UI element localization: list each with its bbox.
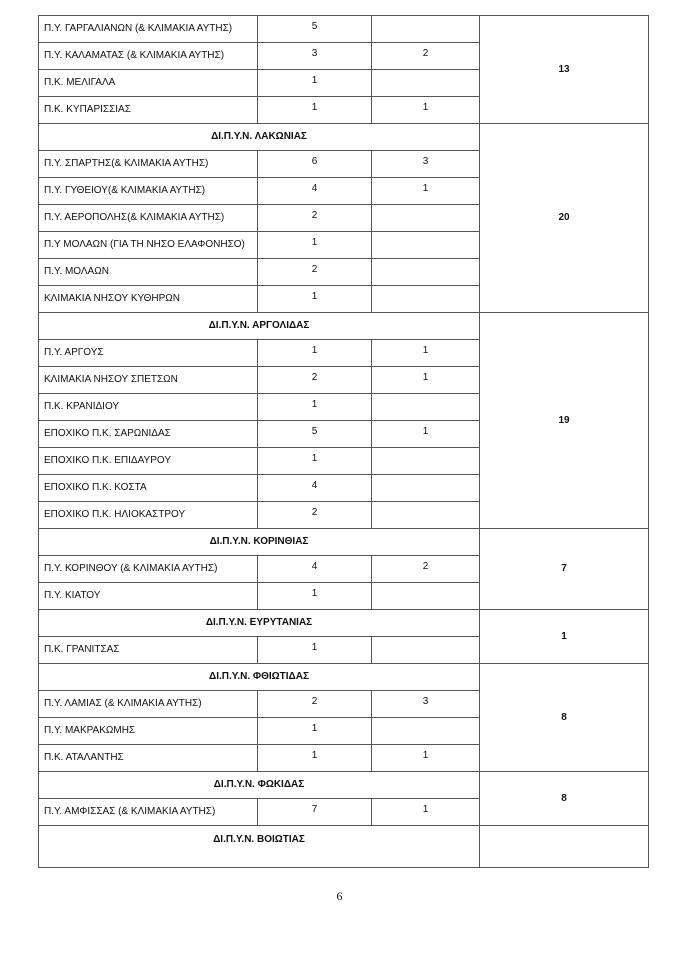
row-value-1: 1 — [258, 637, 372, 664]
row-value-1: 1 — [258, 583, 372, 610]
table-body — [39, 16, 649, 868]
section-header-row — [39, 313, 649, 340]
group-total: 8 — [480, 772, 649, 826]
row-value-2: 3 — [372, 151, 480, 178]
row-value-2 — [372, 205, 480, 232]
row-name: Π.Κ. ΓΡΑΝΙΤΣΑΣ — [39, 637, 258, 664]
row-name: Π.Υ. ΚΙΑΤΟΥ — [39, 583, 258, 610]
row-value-2 — [372, 448, 480, 475]
row-name: Π.Υ. ΚΟΡΙΝΘΟΥ (& ΚΛΙΜΑΚΙΑ ΑΥΤΗΣ) — [39, 556, 258, 583]
row-name: Π.Υ. ΑΕΡΟΠΟΛΗΣ(& ΚΛΙΜΑΚΙΑ ΑΥΤΗΣ) — [39, 205, 258, 232]
row-name: Π.Υ. ΓΑΡΓΑΛΙΑΝΩΝ (& ΚΛΙΜΑΚΙΑ ΑΥΤΗΣ) — [39, 16, 258, 43]
row-name: Π.Υ. ΚΑΛΑΜΑΤΑΣ (& ΚΛΙΜΑΚΙΑ ΑΥΤΗΣ) — [39, 43, 258, 70]
row-value-1: 1 — [258, 97, 372, 124]
row-name: Π.Υ. ΜΟΛΑΩΝ — [39, 259, 258, 286]
row-name: ΕΠΟΧΙΚΟ Π.Κ. ΚΟΣΤΑ — [39, 475, 258, 502]
row-name: Π.Κ. ΜΕΛΙΓΑΛΑ — [39, 70, 258, 97]
row-value-1: 1 — [258, 232, 372, 259]
row-value-2: 2 — [372, 556, 480, 583]
row-value-2 — [372, 718, 480, 745]
row-value-1: 2 — [258, 367, 372, 394]
group-total: 19 — [480, 313, 649, 529]
section-title: ΔΙ.Π.Υ.Ν. ΚΟΡΙΝΘΙΑΣ — [39, 529, 480, 556]
table-row — [39, 16, 649, 43]
section-header-row — [39, 826, 649, 868]
group-total: 13 — [480, 16, 649, 124]
group-total — [480, 826, 649, 868]
row-value-2: 3 — [372, 691, 480, 718]
row-value-2 — [372, 502, 480, 529]
group-total: 1 — [480, 610, 649, 664]
row-name: Π.Κ. ΚΡΑΝΙΔΙΟΥ — [39, 394, 258, 421]
row-value-1: 2 — [258, 691, 372, 718]
section-header-row — [39, 610, 649, 637]
row-value-1: 1 — [258, 340, 372, 367]
row-name: Π.Υ. ΛΑΜΙΑΣ (& ΚΛΙΜΑΚΙΑ ΑΥΤΗΣ) — [39, 691, 258, 718]
section-title: ΔΙ.Π.Υ.Ν. ΦΘΙΩΤΙΔΑΣ — [39, 664, 480, 691]
section-title: ΔΙ.Π.Υ.Ν. ΒΟΙΩΤΙΑΣ — [39, 826, 480, 868]
row-value-1: 5 — [258, 16, 372, 43]
row-value-1: 4 — [258, 475, 372, 502]
section-header-row — [39, 529, 649, 556]
section-title: ΔΙ.Π.Υ.Ν. ΛΑΚΩΝΙΑΣ — [39, 124, 480, 151]
row-value-1: 1 — [258, 718, 372, 745]
row-value-1: 2 — [258, 259, 372, 286]
row-value-2 — [372, 394, 480, 421]
row-name: Π.Υ ΜΟΛΑΩΝ (ΓΙΑ ΤΗ ΝΗΣΟ ΕΛΑΦΟΝΗΣΟ) — [39, 232, 258, 259]
row-name: Π.Κ. ΚΥΠΑΡΙΣΣΙΑΣ — [39, 97, 258, 124]
row-value-1: 3 — [258, 43, 372, 70]
section-header-row — [39, 772, 649, 799]
row-value-2 — [372, 286, 480, 313]
row-value-2 — [372, 637, 480, 664]
row-value-2: 1 — [372, 367, 480, 394]
row-value-1: 1 — [258, 70, 372, 97]
row-value-2 — [372, 583, 480, 610]
group-total: 7 — [480, 529, 649, 610]
row-name: Π.Υ. ΜΑΚΡΑΚΩΜΗΣ — [39, 718, 258, 745]
row-value-1: 2 — [258, 205, 372, 232]
row-name: Π.Υ. ΣΠΑΡΤΗΣ(& ΚΛΙΜΑΚΙΑ ΑΥΤΗΣ) — [39, 151, 258, 178]
row-value-2: 1 — [372, 178, 480, 205]
row-value-2 — [372, 259, 480, 286]
row-name: Π.Υ. ΓΥΘΕΙΟΥ(& ΚΛΙΜΑΚΙΑ ΑΥΤΗΣ) — [39, 178, 258, 205]
row-value-2 — [372, 70, 480, 97]
group-total: 20 — [480, 124, 649, 313]
row-value-1: 1 — [258, 394, 372, 421]
row-value-2: 1 — [372, 340, 480, 367]
row-name: ΕΠΟΧΙΚΟ Π.Κ. ΕΠΙΔΑΥΡΟΥ — [39, 448, 258, 475]
row-value-2: 1 — [372, 799, 480, 826]
row-name: ΚΛΙΜΑΚΙΑ ΝΗΣΟΥ ΣΠΕΤΣΩΝ — [39, 367, 258, 394]
group-total: 8 — [480, 664, 649, 772]
row-value-2 — [372, 232, 480, 259]
row-value-2: 1 — [372, 745, 480, 772]
section-header-row — [39, 664, 649, 691]
row-value-2: 1 — [372, 97, 480, 124]
row-name: ΚΛΙΜΑΚΙΑ ΝΗΣΟΥ ΚΥΘΗΡΩΝ — [39, 286, 258, 313]
page-number: 6 — [336, 889, 343, 903]
row-value-2 — [372, 16, 480, 43]
row-name: Π.Υ. ΑΜΦΙΣΣΑΣ (& ΚΛΙΜΑΚΙΑ ΑΥΤΗΣ) — [39, 799, 258, 826]
row-name: ΕΠΟΧΙΚΟ Π.Κ. ΗΛΙΟΚΑΣΤΡΟΥ — [39, 502, 258, 529]
row-value-2 — [372, 475, 480, 502]
row-value-1: 6 — [258, 151, 372, 178]
section-title: ΔΙ.Π.Υ.Ν. ΕΥΡΥΤΑΝΙΑΣ — [39, 610, 480, 637]
row-value-1: 2 — [258, 502, 372, 529]
row-value-1: 1 — [258, 286, 372, 313]
row-name: ΕΠΟΧΙΚΟ Π.Κ. ΣΑΡΩΝΙΔΑΣ — [39, 421, 258, 448]
section-title: ΔΙ.Π.Υ.Ν. ΑΡΓΟΛΙΔΑΣ — [39, 313, 480, 340]
row-value-1: 1 — [258, 448, 372, 475]
personnel-table — [38, 15, 649, 868]
row-value-2: 2 — [372, 43, 480, 70]
row-name: Π.Κ. ΑΤΑΛΑΝΤΗΣ — [39, 745, 258, 772]
row-value-1: 4 — [258, 556, 372, 583]
row-value-1: 5 — [258, 421, 372, 448]
row-value-1: 4 — [258, 178, 372, 205]
row-value-1: 7 — [258, 799, 372, 826]
section-header-row — [39, 124, 649, 151]
section-title: ΔΙ.Π.Υ.Ν. ΦΩΚΙΔΑΣ — [39, 772, 480, 799]
row-value-2: 1 — [372, 421, 480, 448]
row-name: Π.Υ. ΑΡΓΟΥΣ — [39, 340, 258, 367]
row-value-1: 1 — [258, 745, 372, 772]
